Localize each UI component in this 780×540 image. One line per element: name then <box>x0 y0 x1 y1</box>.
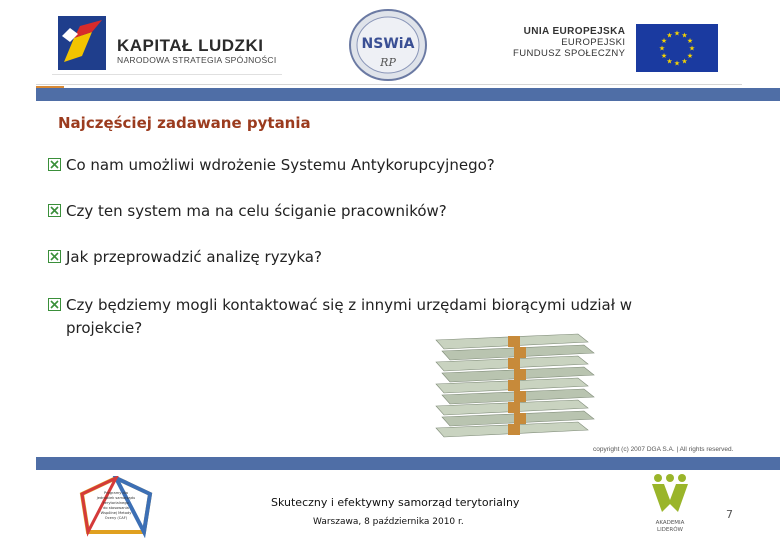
checkbox-x-icon <box>48 204 61 217</box>
money-band <box>508 358 520 369</box>
nswia-seal-logo <box>348 8 428 83</box>
top-color-band <box>0 88 780 101</box>
akademia-liderow-logo <box>648 472 692 538</box>
top-accent-line <box>36 86 64 88</box>
question-item <box>48 246 676 269</box>
eu-star: ★ <box>666 57 673 66</box>
bottom-band-gap <box>0 457 36 470</box>
checkbox-x-icon <box>48 298 61 311</box>
header-divider <box>36 84 742 85</box>
question-item <box>48 154 676 177</box>
question-text: Jak przeprowadzić analizę ryzyka? <box>66 248 322 266</box>
eu-star: ★ <box>673 59 681 68</box>
money-band <box>514 413 526 424</box>
eu-star: ★ <box>686 52 694 60</box>
checkbox-x-icon <box>48 250 61 263</box>
eu-fund-text <box>513 26 625 59</box>
eu-star: ★ <box>660 52 668 60</box>
checkbox-x-icon <box>48 158 61 171</box>
question-text: Co nam umożliwi wdrożenie Systemu Antykorupcyjnego? <box>66 156 495 174</box>
svg-text:do stosowania: do stosowania <box>103 506 129 510</box>
money-band <box>508 402 520 413</box>
page-number: 7 <box>726 508 733 521</box>
money-band <box>514 347 526 358</box>
svg-text:Wspólnej Metody: Wspólnej Metody <box>100 511 132 515</box>
eu-star: ★ <box>666 31 673 40</box>
nswia-seal-text: NSWiA <box>361 36 415 52</box>
caf-program-logo <box>78 476 154 538</box>
kapital-ludzki-subtitle: NARODOWA STRATEGIA SPÓJNOŚCI <box>117 55 277 65</box>
eu-star: ★ <box>658 44 666 53</box>
money-band <box>514 391 526 402</box>
image-copyright: copyright (c) 2007 DGA S.A. | All rights reserved. <box>593 446 734 453</box>
svg-text:Programy dla: Programy dla <box>104 491 128 495</box>
eu-line-1: UNIA EUROPEJSKA <box>523 26 626 37</box>
money-stack-image <box>428 328 596 448</box>
eu-star: ★ <box>673 29 681 38</box>
money-band <box>508 336 520 347</box>
slide-title: Najczęściej zadawane pytania <box>58 114 311 132</box>
footer-project-name: Skuteczny i efektywny samorząd terytorialny <box>271 496 520 509</box>
kapital-ludzki-title: KAPITAŁ LUDZKI <box>117 36 264 55</box>
svg-text:LIDERÓW: LIDERÓW <box>657 527 683 533</box>
eu-star: ★ <box>681 57 688 66</box>
money-band <box>508 424 520 435</box>
svg-text:terytorialnego: terytorialnego <box>103 501 129 505</box>
eu-star: ★ <box>681 31 688 40</box>
eu-line-2: EUROPEJSKI <box>561 37 626 48</box>
top-band-gap <box>0 88 36 101</box>
question-text: Czy będziemy mogli kontaktować się z innymi urzędami biorącymi udział w projekcie? <box>66 296 633 337</box>
bottom-color-band <box>0 457 780 470</box>
svg-text:jednostek samorządu: jednostek samorządu <box>96 496 136 500</box>
nswia-seal-subtext: RP <box>380 56 396 69</box>
eu-star: ★ <box>688 44 696 53</box>
svg-text:Oceny (CAF): Oceny (CAF) <box>104 516 128 520</box>
eu-star: ★ <box>660 37 668 45</box>
money-band <box>508 380 520 391</box>
money-band <box>514 369 526 380</box>
eu-star: ★ <box>686 37 694 45</box>
question-item <box>48 200 676 223</box>
question-text: Czy ten system ma na celu ściganie pracowników? <box>66 202 447 220</box>
eu-flag-icon <box>636 24 718 72</box>
footer-date: Warszawa, 8 października 2010 r. <box>313 517 464 527</box>
eu-line-3: FUNDUSZ SPOŁECZNY <box>513 48 626 59</box>
svg-text:AKADEMIA: AKADEMIA <box>655 520 685 526</box>
